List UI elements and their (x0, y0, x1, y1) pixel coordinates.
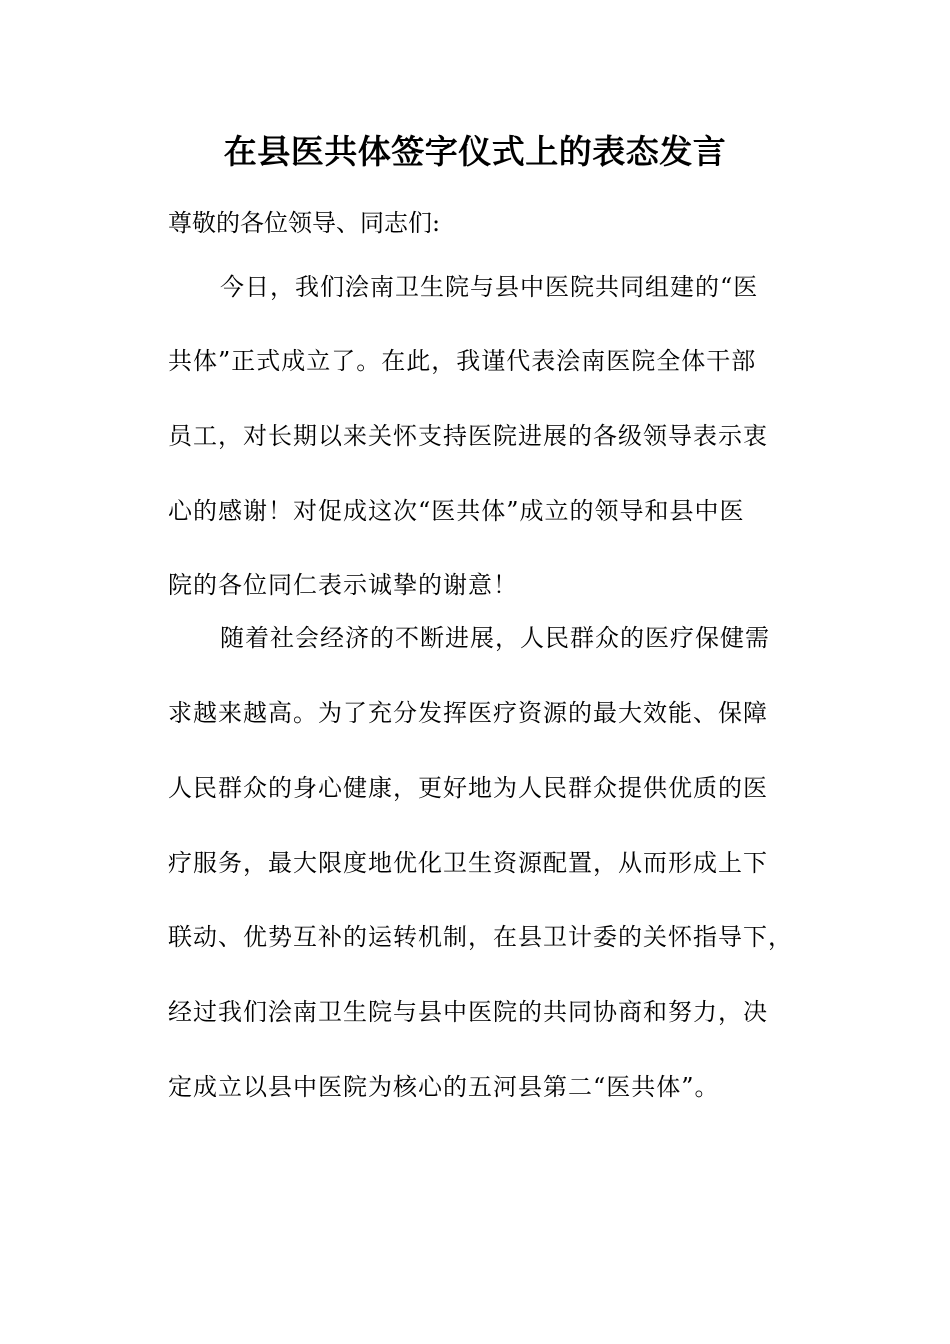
paragraph-2-line-2: 求越来越高。为了充分发挥医疗资源的最大效能、保障 (168, 699, 768, 727)
paragraph-2-line-5: 联动、优势互补的运转机制，在县卫计委的关怀指导下， (168, 923, 793, 951)
paragraph-1-line-4: 心的感谢！对促成这次“医共体”成立的领导和县中医 (168, 497, 745, 525)
paragraph-1-line-5: 院的各位同仁表示诚挚的谢意！ (168, 571, 518, 599)
paragraph-2-line-7: 定成立以县中医院为核心的五河县第二“医共体”。 (168, 1073, 720, 1101)
paragraph-2-line-3: 人民群众的身心健康，更好地为人民群众提供优质的医 (168, 774, 768, 802)
paragraph-2-line-6: 经过我们浍南卫生院与县中医院的共同协商和努力，决 (168, 998, 768, 1026)
salutation-line: 尊敬的各位领导、同志们: (168, 209, 441, 237)
paragraph-1-line-1: 今日，我们浍南卫生院与县中医院共同组建的“医 (220, 273, 759, 301)
document-title: 在县医共体签字仪式上的表态发言 (223, 132, 727, 171)
paragraph-1-line-2: 共体”正式成立了。在此，我谨代表浍南医院全体干部 (168, 347, 757, 375)
paragraph-2-line-1: 随着社会经济的不断进展，人民群众的医疗保健需 (220, 624, 770, 652)
paragraph-2-line-4: 疗服务，最大限度地优化卫生资源配置，从而形成上下 (168, 849, 768, 877)
paragraph-1-line-3: 员工，对长期以来关怀支持医院进展的各级领导表示衷 (168, 422, 768, 450)
